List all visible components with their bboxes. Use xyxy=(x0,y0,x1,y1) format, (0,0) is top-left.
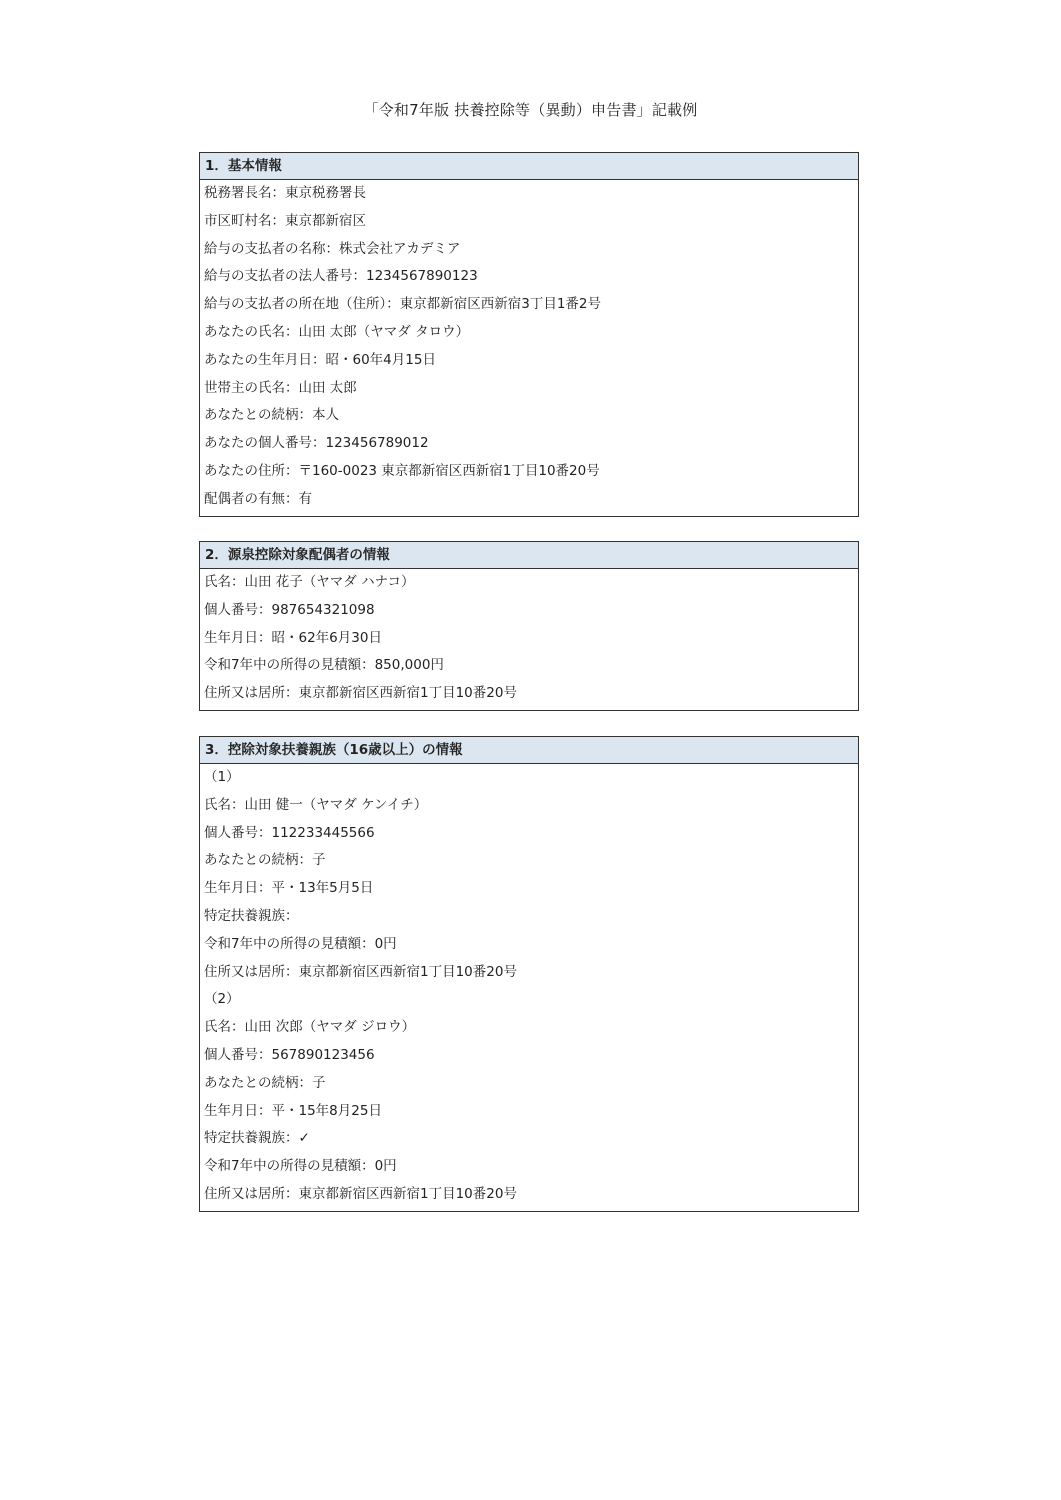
field-value: 850,000円 xyxy=(374,657,444,674)
field-label: 給与の支払者の所在地（住所） xyxy=(204,296,387,313)
section-dependents-info xyxy=(199,736,859,1212)
spouse-info-rows xyxy=(200,569,858,710)
field-label: 特定扶養親族 xyxy=(204,1130,285,1147)
field-dependent-individual-number xyxy=(200,820,858,848)
field-label: 生年月日 xyxy=(204,629,258,646)
field-label: 給与の支払者の名称 xyxy=(204,240,326,257)
separator: ： xyxy=(231,1019,245,1036)
field-label: 住所又は居所 xyxy=(204,963,285,980)
separator: ： xyxy=(285,685,299,702)
field-payer-address xyxy=(200,291,858,319)
field-your-address xyxy=(200,458,858,486)
field-value: 株式会社アカデミア xyxy=(339,240,461,257)
separator: ： xyxy=(285,963,299,980)
field-label: あなたとの続柄 xyxy=(204,1074,299,1091)
field-household-head xyxy=(200,375,858,403)
field-payer-name xyxy=(200,236,858,264)
separator: ： xyxy=(285,1185,299,1202)
field-value: 123456789012 xyxy=(325,435,429,452)
separator: ： xyxy=(298,852,312,869)
separator: ： xyxy=(258,824,272,841)
field-label: 世帯主の氏名 xyxy=(204,379,285,396)
field-label: 市区町村名 xyxy=(204,212,272,229)
field-label: 特定扶養親族 xyxy=(204,907,285,924)
field-dependent-name xyxy=(200,1014,858,1042)
separator: ： xyxy=(231,574,245,590)
field-value: 本人 xyxy=(312,407,339,424)
field-value: 987654321098 xyxy=(271,601,375,618)
separator: ： xyxy=(285,490,299,507)
field-dependent-estimated-income xyxy=(200,1153,858,1181)
field-value: 有 xyxy=(298,490,312,507)
separator: ： xyxy=(271,185,285,201)
basic-info-rows xyxy=(200,180,858,516)
separator: ： xyxy=(361,657,375,674)
separator: ： xyxy=(258,1046,272,1063)
field-dependent-name xyxy=(200,792,858,820)
field-label: あなたの生年月日 xyxy=(204,351,312,368)
field-municipality xyxy=(200,208,858,236)
field-value: 〒160-0023 東京都新宿区西新宿1丁目10番20号 xyxy=(298,462,600,479)
field-label: 住所又は居所 xyxy=(204,1185,285,1202)
separator: ： xyxy=(258,629,272,646)
separator: ： xyxy=(298,1074,312,1091)
separator: ： xyxy=(352,268,366,285)
dependent-number: （1） xyxy=(204,769,240,785)
field-individual-number xyxy=(200,430,858,458)
field-spouse-presence xyxy=(200,486,858,514)
dependents-info-rows xyxy=(200,764,858,1211)
field-payer-corporate-number xyxy=(200,263,858,291)
field-spouse-estimated-income xyxy=(200,652,858,680)
separator: ： xyxy=(285,379,299,396)
field-dependent-birthdate xyxy=(200,1098,858,1126)
field-label: 氏名 xyxy=(204,574,231,590)
field-value: 東京都新宿区西新宿3丁目1番2号 xyxy=(399,296,602,313)
field-spouse-individual-number xyxy=(200,597,858,625)
field-label: 令和7年中の所得の見積額 xyxy=(204,657,362,674)
check-icon: ✓ xyxy=(298,1130,310,1147)
field-your-name xyxy=(200,319,858,347)
field-your-birthdate xyxy=(200,347,858,375)
field-label: 個人番号 xyxy=(204,601,258,618)
field-label: 住所又は居所 xyxy=(204,685,285,702)
field-dependent-address xyxy=(200,959,858,987)
field-dependent-individual-number xyxy=(200,1042,858,1070)
field-value: 東京都新宿区 xyxy=(285,212,366,229)
field-value: 昭・62年6月30日 xyxy=(271,629,382,646)
separator: ： xyxy=(258,880,272,897)
section-header-spouse-info: 2．源泉控除対象配偶者の情報 xyxy=(200,542,858,569)
field-value: 1234567890123 xyxy=(366,268,478,285)
separator: ： xyxy=(361,935,375,952)
field-label: あなたの住所 xyxy=(204,462,285,479)
field-value: 平・15年8月25日 xyxy=(271,1102,382,1119)
field-dependent-birthdate xyxy=(200,875,858,903)
separator: ： xyxy=(285,1130,299,1147)
field-value: 東京税務署長 xyxy=(285,185,366,201)
field-value: 0円 xyxy=(374,1158,397,1175)
field-label: あなたとの続柄 xyxy=(204,407,299,424)
field-value: 112233445566 xyxy=(271,824,375,841)
field-value: 山田 太郎（ヤマダ タロウ） xyxy=(298,323,470,340)
field-value: 山田 健一（ヤマダ ケンイチ） xyxy=(244,796,428,813)
document-title: 「令和7年版 扶養控除等（異動）申告書」記載例 xyxy=(363,101,698,119)
separator: ： xyxy=(386,296,400,313)
field-spouse-name xyxy=(200,569,858,597)
field-dependent-relationship xyxy=(200,1070,858,1098)
separator: ： xyxy=(361,1158,375,1175)
field-value: 昭・60年4月15日 xyxy=(325,351,436,368)
section-header-dependents-info: 3．控除対象扶養親族（16歳以上）の情報 xyxy=(200,737,858,764)
field-spouse-birthdate xyxy=(200,625,858,653)
separator: ： xyxy=(258,601,272,618)
separator: ： xyxy=(325,240,339,257)
field-value: 子 xyxy=(312,852,326,869)
field-label: あなたとの続柄 xyxy=(204,852,299,869)
separator: ： xyxy=(285,462,299,479)
separator: ： xyxy=(271,212,285,229)
section-spouse-info xyxy=(199,541,859,711)
field-label: 給与の支払者の法人番号 xyxy=(204,268,353,285)
field-value: 0円 xyxy=(374,935,397,952)
field-value: 山田 太郎 xyxy=(298,379,357,396)
field-dependent-relationship xyxy=(200,847,858,875)
field-value: 東京都新宿区西新宿1丁目10番20号 xyxy=(298,1185,517,1202)
field-label: 令和7年中の所得の見積額 xyxy=(204,935,362,952)
dependent-number: （2） xyxy=(204,991,240,1008)
field-spouse-address xyxy=(200,680,858,708)
field-label: 生年月日 xyxy=(204,1102,258,1119)
field-label: あなたの個人番号 xyxy=(204,435,312,452)
field-dependent-specified xyxy=(200,1125,858,1153)
field-label: 個人番号 xyxy=(204,824,258,841)
field-value: 山田 花子（ヤマダ ハナコ） xyxy=(244,574,415,590)
field-label: 氏名 xyxy=(204,796,231,813)
field-label: 生年月日 xyxy=(204,880,258,897)
field-value: 567890123456 xyxy=(271,1046,375,1063)
section-basic-info xyxy=(199,152,859,517)
separator: ： xyxy=(312,351,326,368)
section-header-basic-info: 1．基本情報 xyxy=(200,153,858,180)
field-value: 子 xyxy=(312,1074,326,1091)
field-value: 東京都新宿区西新宿1丁目10番20号 xyxy=(298,963,517,980)
field-label: 令和7年中の所得の見積額 xyxy=(204,1158,362,1175)
field-value: 東京都新宿区西新宿1丁目10番20号 xyxy=(298,685,517,702)
separator: ： xyxy=(258,1102,272,1119)
field-label: あなたの氏名 xyxy=(204,323,285,340)
field-dependent-address xyxy=(200,1181,858,1209)
field-label: 税務署長名 xyxy=(204,185,272,201)
field-label: 氏名 xyxy=(204,1019,231,1036)
field-value: 平・13年5月5日 xyxy=(271,880,374,897)
field-label: 配偶者の有無 xyxy=(204,490,285,507)
separator: ： xyxy=(285,323,299,340)
field-value: 山田 次郎（ヤマダ ジロウ） xyxy=(244,1019,416,1036)
separator: ： xyxy=(285,907,299,924)
field-dependent-estimated-income xyxy=(200,931,858,959)
field-relationship xyxy=(200,402,858,430)
separator: ： xyxy=(231,796,245,813)
separator: ： xyxy=(312,435,326,452)
field-dependent-specified xyxy=(200,903,858,931)
separator: ： xyxy=(298,407,312,424)
field-tax-office xyxy=(200,180,858,208)
field-label: 個人番号 xyxy=(204,1046,258,1063)
